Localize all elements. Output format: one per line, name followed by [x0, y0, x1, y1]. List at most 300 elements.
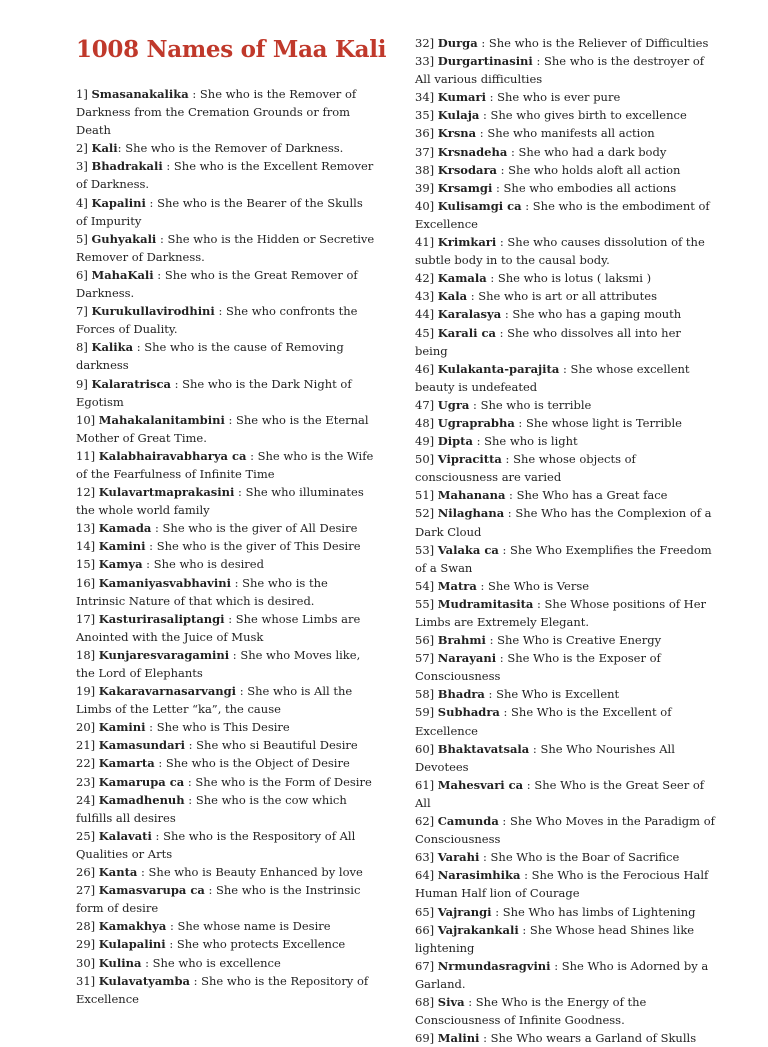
entry-name: Kulapalini	[98, 937, 166, 952]
entry-separator: :	[501, 452, 514, 467]
entry-name: Kamala	[437, 271, 487, 286]
entry-separator: :	[472, 434, 485, 449]
entry-separator: :	[151, 521, 163, 536]
name-entry	[415, 504, 715, 540]
entry-number: 42]	[415, 271, 435, 286]
entry-description: She who has a gaping mouth	[512, 307, 682, 322]
entry-description: She who is the Instrinsic form of desire	[76, 883, 361, 916]
entry-description: She whose objects of consciousness are varied	[415, 452, 636, 485]
name-entry	[76, 827, 376, 863]
name-entry	[76, 935, 376, 953]
entry-name: Kanta	[98, 865, 138, 880]
entry-number: 34]	[415, 90, 435, 105]
entry-description: She who is the Repository of Excellence	[76, 973, 369, 1006]
entry-number: 48]	[415, 415, 435, 430]
entry-description: She who had a dark body	[518, 144, 667, 159]
entry-separator: :	[532, 54, 544, 69]
entry-separator: :	[467, 289, 479, 304]
name-entry	[415, 305, 715, 323]
entry-name: Varahi	[437, 850, 480, 865]
entry-number: 25]	[76, 828, 96, 843]
entry-number: 62]	[415, 814, 435, 829]
entry-description: She Who is the Excellent of Excellence	[415, 705, 672, 738]
entry-description: She who is the Remover of Darkness from the Cremation Grounds or from Death	[76, 87, 357, 138]
entry-name: Narasimhika	[437, 868, 521, 883]
entry-name: Nrmundasragvini	[437, 958, 551, 973]
entry-number: 11]	[76, 448, 96, 463]
name-entry	[76, 972, 376, 1008]
entry-number: 53]	[415, 542, 435, 557]
name-entry	[76, 646, 376, 682]
entry-separator: :	[479, 108, 491, 123]
entry-number: 43]	[415, 289, 435, 304]
entry-number: 44]	[415, 307, 435, 322]
name-entry	[76, 411, 376, 447]
entry-number: 64]	[415, 868, 435, 883]
name-entry	[415, 197, 715, 233]
entry-name: Smasanakalika	[91, 87, 189, 101]
name-entry	[415, 486, 715, 504]
page-title: 1008 Names of Maa Kali	[76, 36, 387, 63]
entry-name: Mahanana	[437, 488, 506, 503]
entry-description: She who is the Bearer of the Skulls of Impurity	[76, 195, 363, 228]
name-entry	[76, 574, 376, 610]
entry-separator: :	[505, 488, 517, 503]
entry-name: Kamakhya	[98, 919, 167, 934]
entry-number: 65]	[415, 904, 435, 919]
entry-description: She who is the cause of Removing darkness	[76, 340, 344, 373]
entry-number: 14]	[76, 539, 96, 554]
entry-description: She who is the cow which fulfills all desires	[76, 792, 347, 825]
entry-name: Kunjaresvaragamini	[98, 647, 230, 662]
entry-description: She who holds aloft all action	[508, 162, 681, 177]
entry-description: She Who is Verse	[487, 578, 590, 593]
entry-number: 27]	[76, 883, 96, 898]
entry-number: 50]	[415, 452, 435, 467]
entry-name: Kulavartmaprakasini	[98, 485, 235, 500]
entry-separator: :	[523, 777, 535, 792]
name-entry	[76, 85, 376, 139]
entry-description: She who is terrible	[480, 397, 592, 412]
name-entry	[415, 233, 715, 269]
entry-number: 39]	[415, 180, 435, 195]
entry-description: She who is Beauty Enhanced by love	[148, 865, 363, 880]
entry-description: She Who is the Ferocious Half Human Half lion of Courage	[415, 868, 709, 901]
entry-name: Kalabhairavabharya ca	[98, 448, 247, 463]
entry-number: 1]	[76, 87, 88, 101]
entry-separator: :	[496, 651, 508, 666]
entry-separator: :	[507, 144, 519, 159]
name-entry	[76, 773, 376, 791]
entry-separator: :	[469, 397, 481, 412]
entry-name: Dipta	[437, 434, 473, 449]
entry-description: She who is the Respository of All Qualities or Arts	[76, 828, 356, 861]
entry-number: 15]	[76, 557, 96, 572]
entry-number: 18]	[76, 647, 96, 662]
entry-description: She who is the Form of Desire	[195, 774, 372, 789]
entry-separator: :	[188, 87, 200, 101]
name-entry	[415, 179, 715, 197]
name-entry	[76, 483, 376, 519]
entry-name: Brahmi	[437, 633, 486, 648]
entry-description: She who gives birth to excellence	[490, 108, 687, 123]
entry-description: She who is the Intrinsic Nature of that which is desired.	[76, 575, 328, 608]
entry-description: She who dissolves all into her being	[415, 325, 681, 358]
name-entry	[76, 139, 376, 157]
entry-number: 26]	[76, 865, 96, 880]
entry-separator: :	[498, 814, 510, 829]
entry-description: She who is light	[484, 434, 578, 449]
entry-description: She Whose head Shines like lightening	[415, 922, 695, 955]
entry-description: She Who is Creative Energy	[497, 633, 662, 648]
entry-number: 57]	[415, 651, 435, 666]
entry-number: 20]	[76, 720, 96, 735]
entry-number: 7]	[76, 304, 88, 319]
entry-number: 33]	[415, 54, 435, 69]
entry-number: 32]	[415, 36, 435, 50]
name-entry	[415, 685, 715, 703]
name-entry	[76, 555, 376, 573]
entry-separator: :	[142, 557, 154, 572]
entry-description: She whose name is Desire	[177, 919, 331, 934]
entry-number: 38]	[415, 162, 435, 177]
entry-separator: :	[165, 937, 177, 952]
entry-name: Bhaktavatsala	[437, 741, 530, 756]
entry-name: Kamarupa ca	[98, 774, 185, 789]
entry-separator: :	[184, 792, 196, 807]
entry-number: 68]	[415, 994, 435, 1009]
name-entry	[415, 161, 715, 179]
entry-description: She who is excellence	[152, 955, 281, 970]
entry-name: Kulavatyamba	[98, 973, 190, 988]
entry-separator: :	[533, 596, 545, 611]
entry-number: 8]	[76, 340, 88, 355]
entry-separator: :	[550, 958, 562, 973]
entry-name: Kurukullavirodhini	[91, 304, 215, 319]
name-entry	[415, 88, 715, 106]
entry-description: She who manifests all action	[487, 126, 655, 141]
entry-number: 22]	[76, 756, 96, 771]
name-entry	[415, 703, 715, 739]
entry-separator: :	[476, 578, 488, 593]
entry-number: 35]	[415, 108, 435, 123]
entry-separator: :	[137, 865, 149, 880]
entry-number: 41]	[415, 235, 435, 250]
entry-name: Kamya	[98, 557, 143, 572]
entry-separator: :	[559, 361, 571, 376]
name-entry	[415, 848, 715, 866]
entry-name: Karalasya	[437, 307, 502, 322]
entry-description: She who embodies all actions	[503, 180, 677, 195]
name-entry	[415, 812, 715, 848]
entry-name: Krsamgi	[437, 180, 493, 195]
entry-number: 23]	[76, 774, 96, 789]
entry-description: She whose Limbs are Anointed with the Juice of Musk	[76, 611, 361, 644]
entry-description: She Who wears a Garland of Skulls	[490, 1031, 697, 1046]
entry-number: 56]	[415, 633, 435, 648]
name-entry	[415, 360, 715, 396]
entry-number: 52]	[415, 506, 435, 521]
name-entry	[415, 631, 715, 649]
entry-description: She who is All the Limbs of the Letter “ka”, the cause	[76, 684, 353, 717]
name-entry	[76, 266, 376, 302]
entry-separator: :	[486, 271, 498, 286]
entry-number: 46]	[415, 361, 435, 376]
entry-separator: :	[224, 611, 236, 626]
entry-description: She who illuminates the whole world family	[76, 485, 364, 518]
entry-separator: :	[145, 539, 157, 554]
entry-separator: :	[492, 180, 504, 195]
entry-separator: :	[514, 415, 526, 430]
entry-name: Kumari	[437, 90, 486, 105]
entry-separator: :	[499, 705, 512, 720]
name-entry	[415, 866, 715, 902]
entry-name: Bhadrakali	[91, 159, 163, 174]
entry-name: Durgartinasini	[437, 54, 533, 69]
name-entry	[415, 776, 715, 812]
entry-number: 9]	[76, 376, 88, 391]
entry-name: Kamadhenuh	[98, 792, 185, 807]
entry-separator: :	[476, 126, 488, 141]
entry-name: Kulakanta-parajita	[437, 361, 560, 376]
name-entry	[76, 954, 376, 972]
entry-name: Kakaravarnasarvangi	[98, 684, 237, 699]
entry-separator: :	[133, 340, 145, 355]
entry-separator: :	[479, 850, 491, 865]
entry-number: 45]	[415, 325, 435, 340]
entry-separator: :	[477, 36, 489, 50]
entry-separator: :	[236, 684, 248, 699]
name-entry	[415, 541, 715, 577]
name-entry	[76, 682, 376, 718]
entry-description: She who is lotus ( laksmi )	[497, 271, 652, 286]
entry-name: Ugra	[437, 397, 470, 412]
entry-description: She who is the destroyer of All various difficulties	[415, 54, 705, 87]
entry-separator: :	[184, 774, 196, 789]
entry-number: 31]	[76, 973, 96, 988]
entry-separator: :	[162, 159, 174, 174]
entry-name: Vajrangi	[437, 904, 492, 919]
entry-number: 29]	[76, 937, 96, 952]
name-entry	[415, 957, 715, 993]
name-entry	[76, 881, 376, 917]
entry-description: She Who has limbs of Lightening	[502, 904, 696, 919]
entry-separator: :	[246, 448, 258, 463]
name-entry	[76, 754, 376, 772]
name-entry	[415, 577, 715, 595]
name-entry	[415, 324, 715, 360]
entry-name: Vajrakankali	[437, 922, 519, 937]
entry-name: Kamasundari	[98, 738, 185, 753]
entry-number: 47]	[415, 397, 435, 412]
entry-description: She who Moves like, the Lord of Elephants	[76, 647, 361, 680]
entry-description: She who protects Excellence	[176, 937, 346, 952]
entry-number: 54]	[415, 578, 435, 593]
entry-name: Kamada	[98, 521, 152, 536]
entry-number: 5]	[76, 231, 88, 246]
name-entry	[415, 287, 715, 305]
entry-description: She who si Beautiful Desire	[196, 738, 358, 753]
entry-number: 19]	[76, 684, 96, 699]
entry-separator: :	[501, 307, 513, 322]
name-entry	[76, 863, 376, 881]
entry-number: 21]	[76, 738, 96, 753]
entry-number: 61]	[415, 777, 435, 792]
entry-separator: :	[496, 162, 509, 177]
entry-separator: :	[229, 647, 241, 662]
entry-separator: :	[145, 720, 157, 735]
entry-description: She who is the Hidden or Secretive Remover of Darkness.	[76, 231, 375, 264]
entry-name: Valaka ca	[437, 542, 499, 557]
name-entry	[415, 450, 715, 486]
entry-name: Kalika	[91, 340, 134, 355]
entry-separator: :	[485, 90, 498, 105]
entry-name: Kala	[437, 289, 468, 304]
entry-separator: :	[151, 828, 164, 843]
entry-description: She who is the Reliever of Difficulties	[488, 36, 709, 50]
entry-separator: :	[495, 325, 508, 340]
entry-name: Bhadra	[437, 687, 485, 702]
entry-name: Mudramitasita	[437, 596, 534, 611]
entry-description: She who is the Great Remover of Darkness.	[76, 267, 358, 301]
entry-number: 55]	[415, 596, 435, 611]
name-entry	[76, 194, 376, 230]
entry-separator: :	[224, 412, 237, 427]
name-entry	[415, 414, 715, 432]
name-entry	[76, 917, 376, 935]
entry-number: 30]	[76, 955, 96, 970]
name-entry	[415, 903, 715, 921]
name-entry	[415, 52, 715, 88]
entry-number: 2]	[76, 141, 88, 156]
entry-name: Kamasvarupa ca	[98, 883, 205, 898]
entry-description: She Who has the Complexion of a Dark Cloud	[415, 506, 712, 539]
entry-description: She who is art or all attributes	[478, 289, 658, 304]
name-entry	[415, 143, 715, 161]
entry-number: 60]	[415, 741, 435, 756]
entry-description: She who is the giver of All Desire	[162, 521, 358, 536]
entry-name: MahaKali	[91, 267, 154, 282]
entry-separator: :	[484, 687, 497, 702]
entry-number: 69]	[415, 1031, 435, 1046]
entry-name: Kalaratrisca	[91, 376, 171, 391]
entry-name: Guhyakali	[91, 231, 157, 246]
entry-description: She who is the Excellent Remover of Darkness.	[76, 159, 374, 192]
entry-number: 13]	[76, 521, 96, 536]
entry-name: Kulisamgi ca	[437, 198, 522, 213]
entry-name: Durga	[437, 36, 478, 50]
entry-number: 36]	[415, 126, 435, 141]
entry-name: Krsna	[437, 126, 477, 141]
entry-number: 17]	[76, 611, 96, 626]
entry-number: 16]	[76, 575, 96, 590]
entry-name: Vipracitta	[437, 452, 502, 467]
entry-description: She Whose positions of Her Limbs are Extremely Elegant.	[415, 596, 707, 629]
entry-separator: :	[520, 868, 532, 883]
entry-name: Kapalini	[91, 195, 146, 210]
entry-name: Ugraprabha	[437, 415, 515, 430]
name-entry	[76, 338, 376, 374]
entry-separator: :	[145, 195, 158, 210]
name-entry	[76, 537, 376, 555]
entry-separator: :	[117, 141, 126, 156]
name-entry	[415, 595, 715, 631]
entry-description: She who is This Desire	[156, 720, 290, 735]
entry-separator: :	[141, 955, 153, 970]
entry-name: Kasturirasaliptangi	[98, 611, 225, 626]
entry-name: Narayani	[437, 651, 497, 666]
entry-number: 37]	[415, 144, 435, 159]
entry-description: She whose excellent beauty is undefeated	[415, 361, 690, 394]
entry-name: Kamini	[98, 720, 146, 735]
entry-separator: :	[496, 235, 508, 250]
name-entry	[76, 230, 376, 266]
entry-separator: :	[529, 741, 541, 756]
entry-description: She Who is the Exposer of Consciousness	[415, 651, 661, 684]
entry-separator: :	[479, 1031, 491, 1046]
entry-description: She Who is the Great Seer of All	[415, 777, 705, 810]
entry-separator: :	[170, 376, 183, 391]
entry-name: Siva	[437, 994, 465, 1009]
name-entry	[76, 157, 376, 193]
entry-number: 12]	[76, 485, 96, 500]
entry-number: 10]	[76, 412, 96, 427]
entry-description: She Who is the Boar of Sacrifice	[490, 850, 680, 865]
entry-name: Kulina	[98, 955, 142, 970]
name-entry	[76, 791, 376, 827]
entry-separator: :	[214, 304, 226, 319]
entry-name: Subhadra	[437, 705, 500, 720]
name-entry	[76, 736, 376, 754]
names-column-right	[415, 34, 715, 1047]
entry-number: 58]	[415, 687, 435, 702]
entry-separator: :	[498, 542, 510, 557]
entry-number: 63]	[415, 850, 435, 865]
entry-name: Kali	[91, 141, 118, 156]
entry-separator: :	[156, 231, 168, 246]
entry-description: She who causes dissolution of the subtle body in to the causal body.	[415, 235, 705, 268]
entry-description: She who is desired	[153, 557, 264, 572]
name-entry	[415, 649, 715, 685]
entry-name: Krsodara	[437, 162, 497, 177]
entry-description: She who is the giver of This Desire	[156, 539, 361, 554]
entry-number: 40]	[415, 198, 435, 213]
entry-name: Kalavati	[98, 828, 152, 843]
entry-description: She who is the Eternal Mother of Great Time.	[76, 412, 369, 445]
entry-name: Kulaja	[437, 108, 480, 123]
entry-name: Kamini	[98, 539, 146, 554]
entry-number: 24]	[76, 792, 96, 807]
entry-separator: :	[234, 485, 246, 500]
entry-description: She who is the Remover of Darkness.	[125, 141, 344, 156]
entry-description: She Who has a Great face	[516, 488, 668, 503]
entry-separator: :	[504, 506, 516, 521]
name-entry	[76, 610, 376, 646]
name-entry	[415, 921, 715, 957]
entry-number: 66]	[415, 922, 435, 937]
entry-separator: :	[464, 994, 476, 1009]
name-entry	[76, 375, 376, 411]
name-entry	[415, 1029, 715, 1047]
entry-separator: :	[518, 922, 530, 937]
entry-name: Nilaghana	[437, 506, 505, 521]
entry-description: She Who is Adorned by a Garland.	[415, 958, 709, 991]
entry-separator: :	[485, 633, 498, 648]
name-entry	[76, 447, 376, 483]
name-entry	[76, 718, 376, 736]
entry-description: She Who Exemplifies the Freedom of a Swan	[415, 542, 712, 575]
entry-number: 49]	[415, 434, 435, 449]
